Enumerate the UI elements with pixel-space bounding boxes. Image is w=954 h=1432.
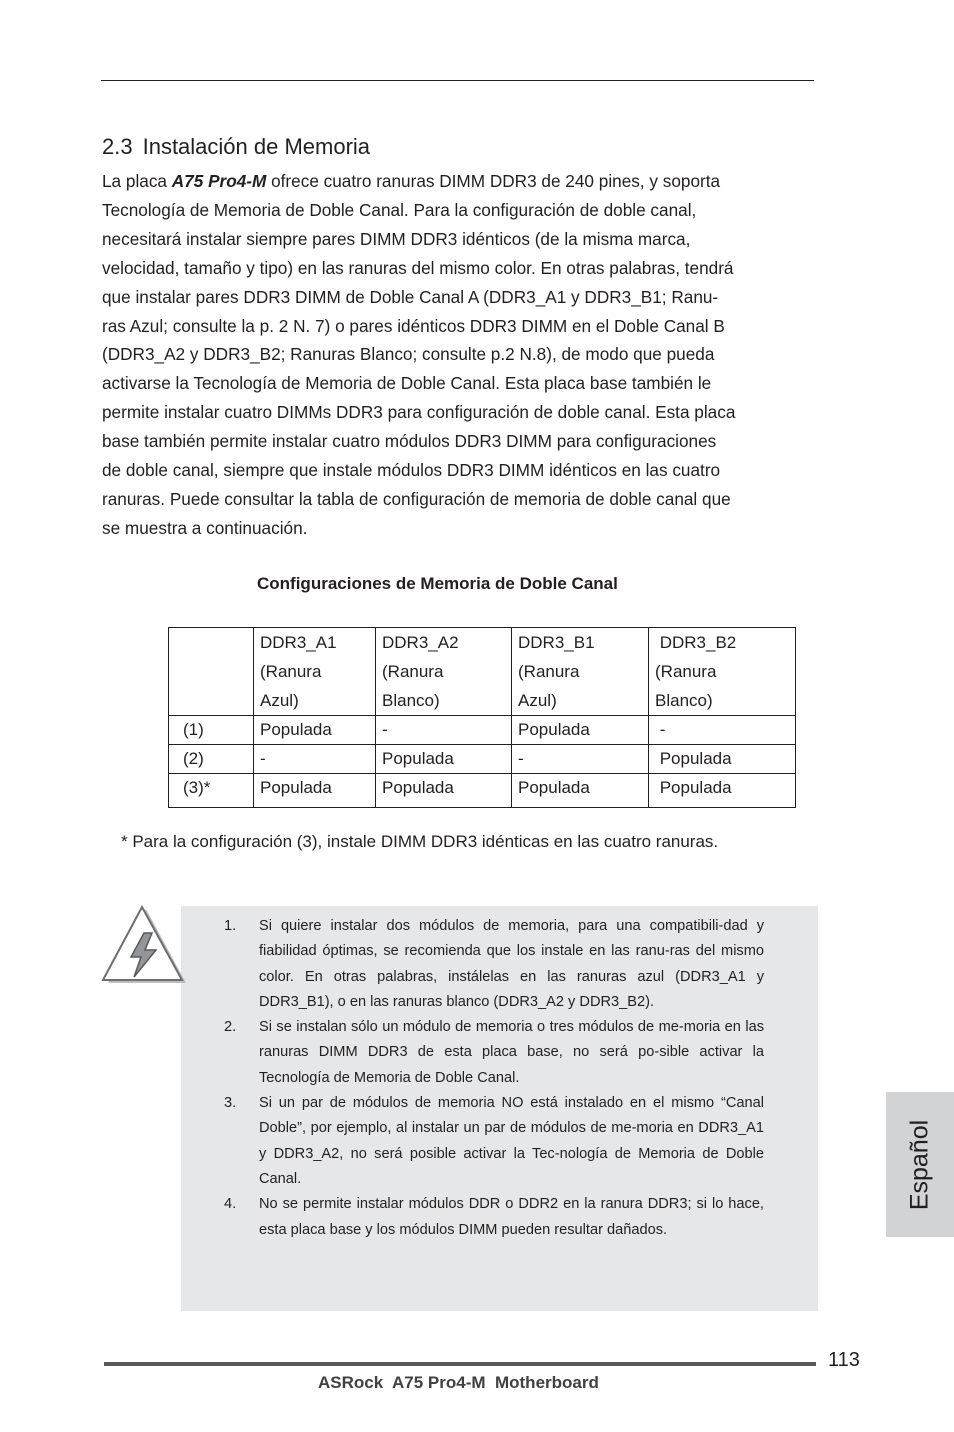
header-slot: DDR3_B1 [518,633,595,652]
table-header-cell [254,628,376,716]
intro-line: que instalar pares DDR3 DIMM de Doble Canal A (DDR3_A1 y DDR3_B1; Ranu- [102,286,719,307]
header-slot: DDR3_A2 [382,633,459,652]
table-title: Configuraciones de Memoria de Doble Canal [257,574,618,593]
language-side-tab [886,1092,954,1237]
note-text: Si quiere instalar dos módulos de memoria, para una compatibili-dad y fiabilidad óptimas, se recomienda que los instale en las ranu-ras del mismo color. En otras palabras, instálelas en las ranuras azul (DDR3_A1 y DDR3_B1), o en las ranuras blanco (DDR3_A2 y DDR3_B2). [259,918,764,1010]
table-cell: Populada [512,774,649,808]
table-header-cell [512,628,649,716]
intro-line: ofrece cuatro ranuras DIMM DDR3 de 240 pines, y soporta [266,171,721,191]
note-number: 4. [224,1196,237,1213]
row-label: (3)* [169,774,254,808]
table-cell: Populada [649,745,796,774]
header-slot-color: Blanco) [655,691,713,710]
table-row [169,716,796,745]
header-slot-color: Blanco) [382,691,440,710]
side-tab-label: Español [905,1119,934,1210]
header-slot: DDR3_A1 [260,633,337,652]
header-slot: DDR3_B2 [655,633,737,652]
note-item [224,1091,764,1192]
intro-line: base también permite instalar cuatro módulos DDR3 DIMM para configuraciones [102,431,717,452]
page-number: 113 [828,1349,860,1371]
header-slot-line: (Ranura [655,662,717,681]
section-heading [102,134,370,160]
table-header-row [169,628,796,716]
table-header-cell [376,628,512,716]
note-item [224,1015,764,1091]
section-title: Instalación de Memoria [142,134,371,159]
table-cell: Populada [254,774,376,808]
row-label: (2) [169,745,254,774]
intro-line: ras Azul; consulte la p. 2 N. 7) o pares idénticos DDR3 DIMM en el Doble Canal B [102,315,725,336]
table-cell: - [254,745,376,774]
table-row [169,774,796,808]
memory-config-table [168,627,796,808]
table-cell: Populada [649,774,796,808]
intro-line: permite instalar cuatro DIMMs DDR3 para configuración de doble canal. Esta placa [102,402,736,423]
warning-lightning-icon [100,905,188,987]
intro-line: necesitará instalar siempre pares DIMM DDR3 idénticos (de la misma marca, [102,228,691,249]
header-slot-color: Azul) [518,691,557,710]
table-row [169,745,796,774]
bottom-rule [104,1362,816,1366]
intro-line: Tecnología de Memoria de Doble Canal. Para la configuración de doble canal, [102,199,697,220]
note-text: Si se instalan sólo un módulo de memoria o tres módulos de me-moria en las ranuras DIMM DDR3 de esta placa base, no será po-sible activar la Tecnología de Memoria de Doble Canal. [259,1019,764,1086]
table-header-cell [649,628,796,716]
table-cell: Populada [512,716,649,745]
intro-prefix: La placa [102,171,172,191]
intro-line: (DDR3_A2 y DDR3_B2; Ranuras Blanco; consulte p.2 N.8), de modo que pueda [102,344,715,365]
table-cell: Populada [376,774,512,808]
intro-line: de doble canal, siempre que instale módulos DDR3 DIMM idénticos en las cuatro [102,460,721,481]
table-cell: Populada [376,745,512,774]
intro-model: A75 Pro4-M [171,171,267,191]
table-footnote: * Para la configuración (3), instale DIMM DDR3 idénticas en las cuatro ranuras. [121,832,719,851]
header-slot-line: (Ranura [260,662,322,681]
table-cell: - [512,745,649,774]
note-text: Si un par de módulos de memoria NO está instalado en el mismo “Canal Doble”, por ejemplo, al instalar un par de módulos de me-moria en DDR3_A1 y DDR3_A2, no será posible activar la Tec-nología de Memoria de Doble Canal. [259,1095,764,1187]
table-corner-cell [169,628,254,716]
table-cell: - [376,716,512,745]
header-slot-line: (Ranura [518,662,580,681]
notes-list [224,914,764,1243]
section-number: 2.3 [102,134,133,159]
table-cell: Populada [254,716,376,745]
top-rule [101,80,814,81]
header-slot-line: (Ranura [382,662,444,681]
row-label: (1) [169,716,254,745]
intro-paragraph [102,167,814,543]
intro-line: ranuras. Puede consultar la tabla de configuración de memoria de doble canal que [102,488,731,509]
intro-line: se muestra a continuación. [102,517,308,538]
note-number: 3. [224,1095,237,1112]
table-cell: - [649,716,796,745]
header-slot-color: Azul) [260,691,299,710]
note-number: 2. [224,1019,237,1036]
note-number: 1. [224,918,237,934]
note-item [224,1192,764,1243]
note-item [224,914,764,1015]
intro-line: velocidad, tamaño y tipo) en las ranuras del mismo color. En otras palabras, tendrá [102,257,734,278]
intro-line: activarse la Tecnología de Memoria de Doble Canal. Esta placa base también le [102,373,712,394]
note-text: No se permite instalar módulos DDR o DDR2 en la ranura DDR3; si lo hace, esta placa base y los módulos DIMM pueden resultar dañados. [259,1196,764,1238]
footer-title: ASRock A75 Pro4-M Motherboard [318,1373,599,1392]
